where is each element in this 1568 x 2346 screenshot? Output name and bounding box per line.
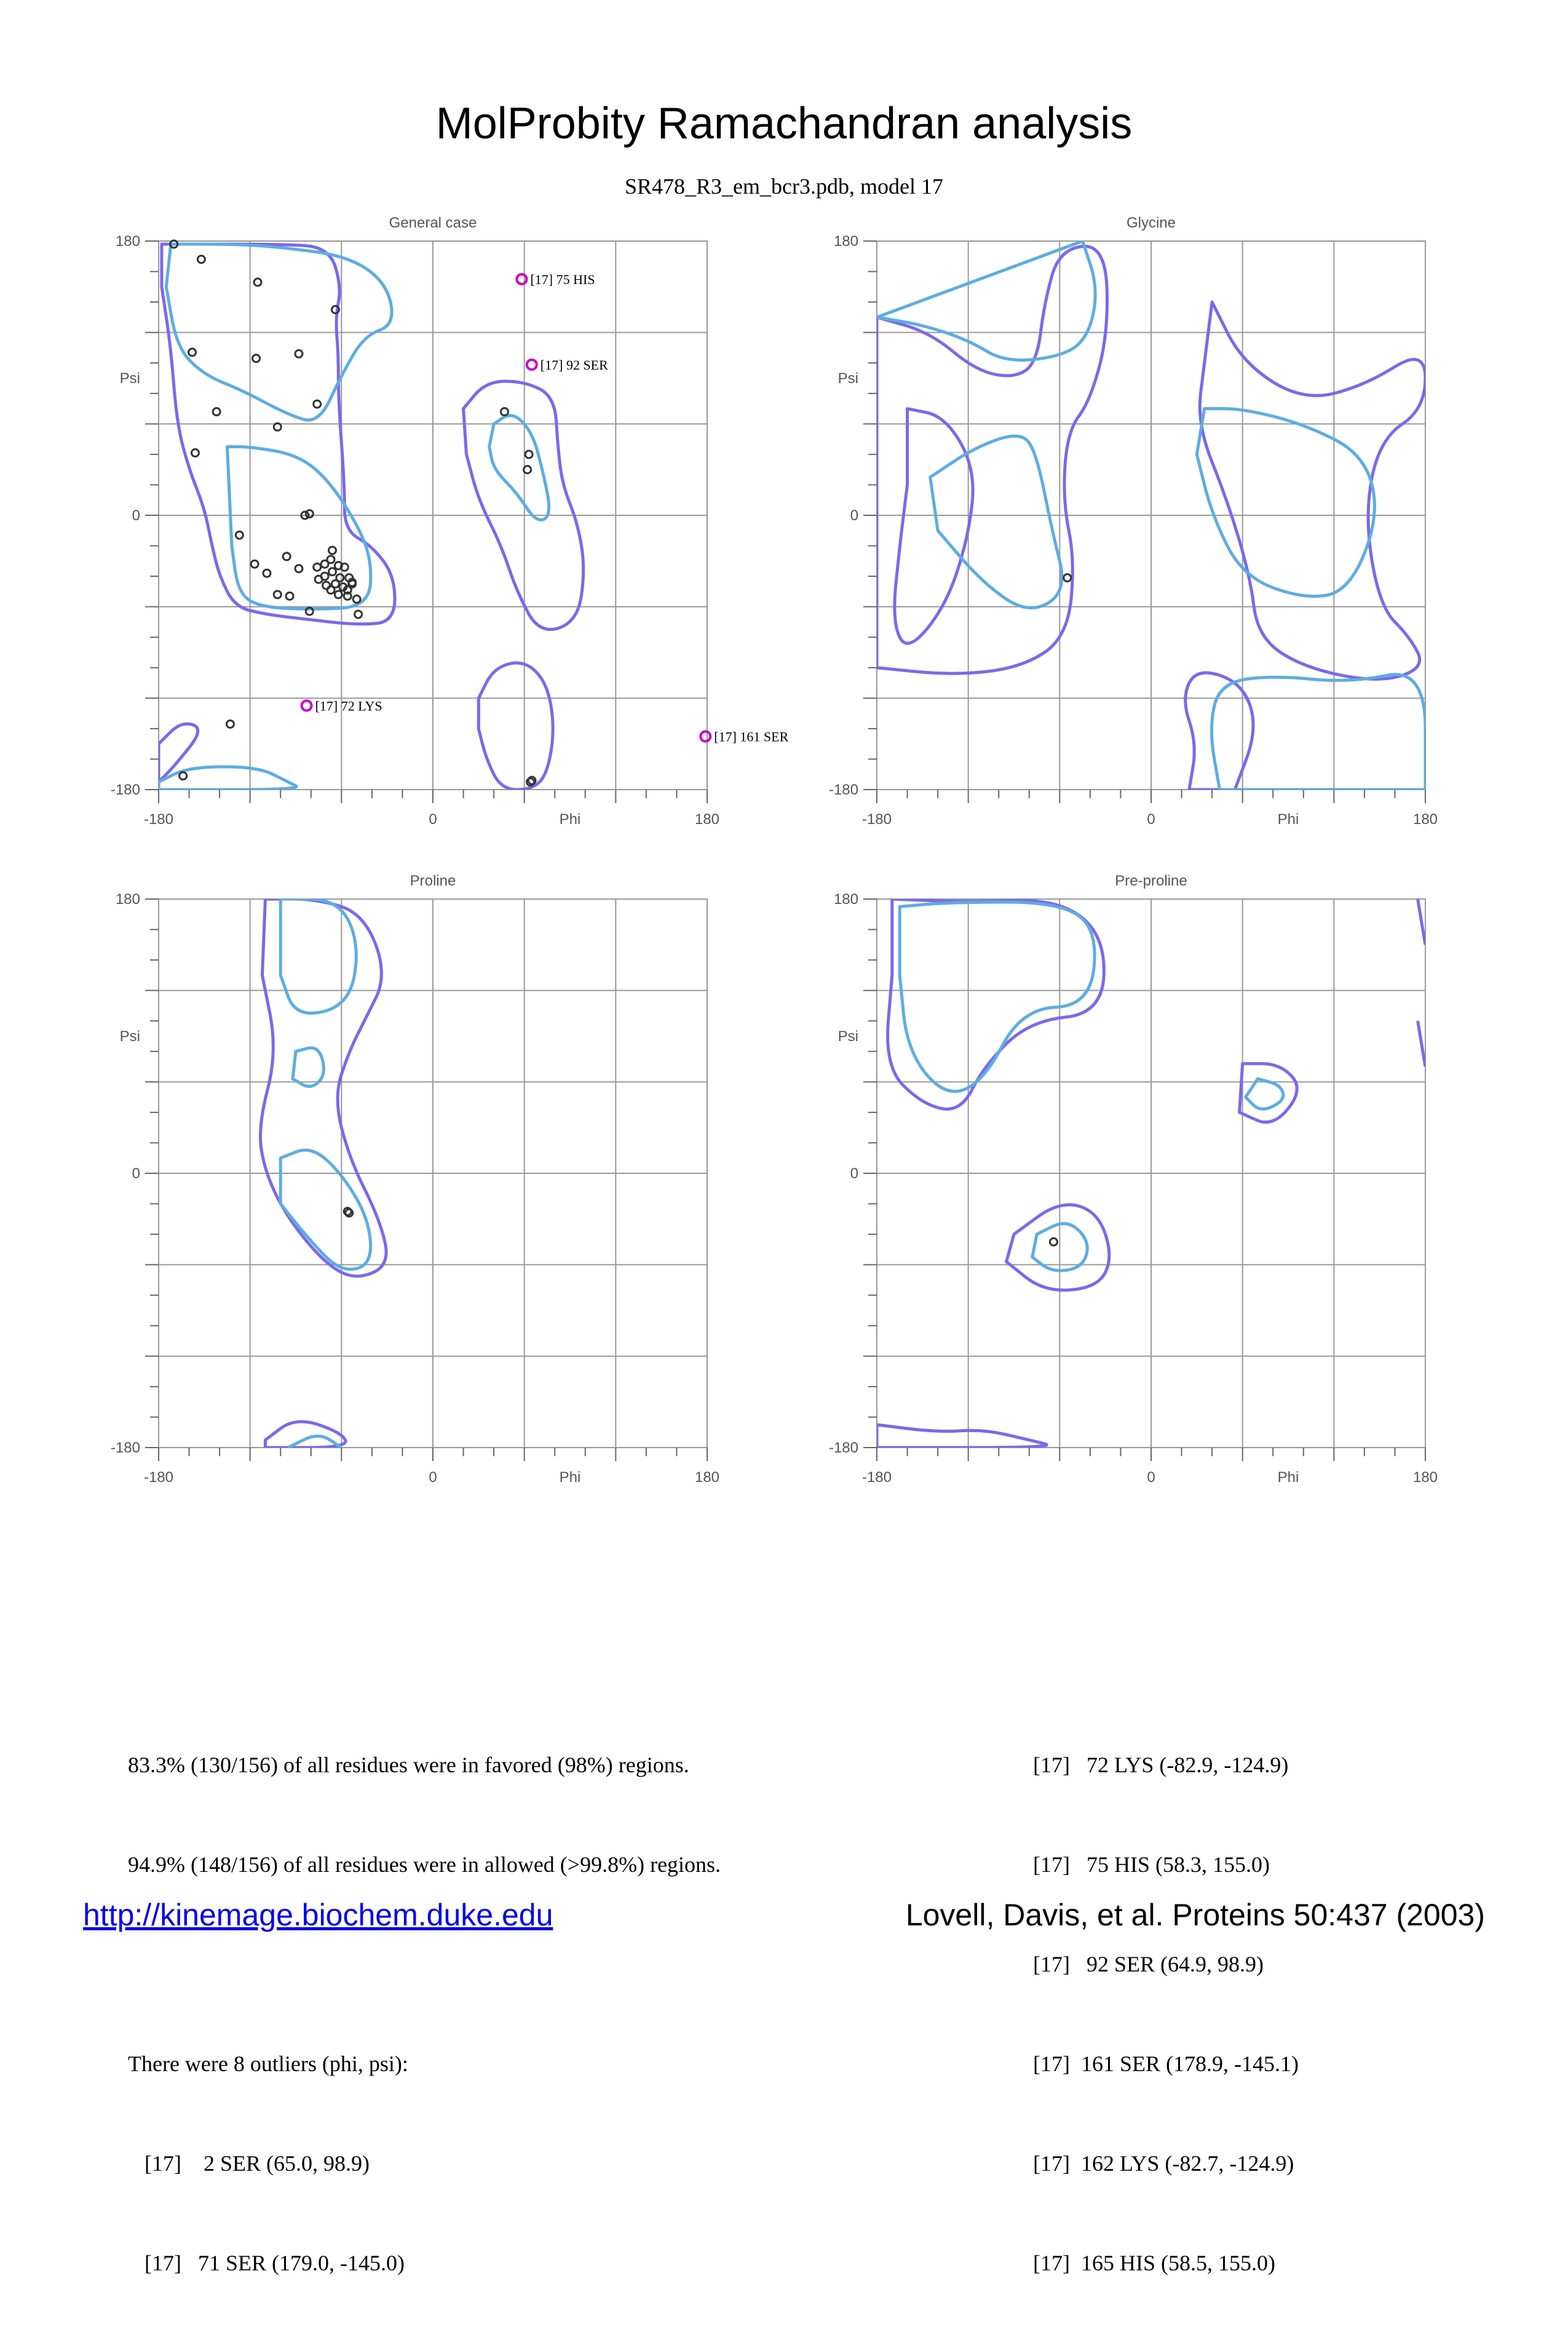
outlier-point <box>700 732 710 742</box>
data-point <box>189 349 196 356</box>
y-axis-label: Psi <box>837 1028 858 1045</box>
x-axis-label: Phi <box>559 1469 581 1486</box>
allowed-contour <box>1007 1205 1109 1290</box>
y-tick-label: 0 <box>132 507 140 524</box>
outlier-point <box>517 274 526 284</box>
y-axis-label: Psi <box>119 370 140 387</box>
outlier-item: [17] 161 SER (178.9, -145.1) <box>1033 2051 1299 2076</box>
y-tick-label: -180 <box>110 782 140 798</box>
panel-4 <box>829 873 1438 1486</box>
y-axis-label: Psi <box>119 1028 140 1045</box>
allowed-contour <box>895 409 973 644</box>
x-tick-label: -180 <box>143 811 174 828</box>
page-title: MolProbity Ramachandran analysis <box>435 99 1133 148</box>
x-tick-label: -180 <box>861 1469 892 1486</box>
data-point <box>525 451 533 458</box>
data-point <box>286 592 293 600</box>
outlier-item: [17] 72 LYS (-82.9, -124.9) <box>1033 1753 1289 1777</box>
outlier-label: [17] 92 SER <box>540 357 608 373</box>
kinemage-link[interactable]: http://kinemage.biochem.duke.edu <box>83 1898 553 1932</box>
data-point <box>253 355 260 362</box>
allowed-contour <box>1200 302 1425 679</box>
allowed-contour <box>877 246 1107 673</box>
x-tick-label: 0 <box>1147 811 1155 828</box>
data-point <box>1050 1238 1057 1246</box>
favored-contour <box>293 1048 323 1087</box>
favored-contour <box>930 436 1062 608</box>
panel-title: Glycine <box>1126 215 1176 231</box>
data-point <box>306 510 313 518</box>
page-subtitle: SR478_R3_em_bcr3.pdb, model 17 <box>625 174 943 199</box>
data-point <box>263 569 271 577</box>
outlier-point <box>527 360 537 370</box>
y-tick-label: 0 <box>850 507 858 524</box>
data-point <box>315 576 322 583</box>
summary-left <box>128 1682 721 2346</box>
x-tick-label: 0 <box>1147 1469 1155 1486</box>
outlier-item: [17] 2 SER (65.0, 98.9) <box>128 2151 370 2176</box>
x-tick-label: 0 <box>429 811 437 828</box>
y-tick-label: 0 <box>132 1165 140 1182</box>
data-point <box>328 547 336 554</box>
data-point <box>254 279 261 286</box>
data-point <box>274 591 281 598</box>
data-point <box>501 408 508 416</box>
y-tick-label: 180 <box>115 233 140 250</box>
outlier-label: [17] 161 SER <box>714 729 789 745</box>
data-point <box>314 400 321 408</box>
favored-contour <box>280 1150 370 1269</box>
y-tick-label: 180 <box>115 891 140 908</box>
data-point <box>295 350 303 357</box>
x-tick-label: -180 <box>861 811 892 828</box>
x-axis-label: Phi <box>559 811 581 828</box>
spacer <box>128 1948 721 1981</box>
panel-title: General case <box>389 215 477 231</box>
data-point <box>197 256 205 263</box>
data-point <box>180 772 187 780</box>
outlier-label: [17] 72 LYS <box>315 698 382 714</box>
data-point <box>213 408 220 416</box>
data-point <box>283 553 290 560</box>
data-point <box>236 531 243 539</box>
x-tick-label: 180 <box>694 1469 720 1486</box>
x-tick-label: -180 <box>143 1469 174 1486</box>
allowed-contour <box>162 244 395 624</box>
data-point <box>321 560 328 568</box>
outlier-point <box>302 700 312 710</box>
y-tick-label: -180 <box>110 1440 140 1456</box>
y-tick-label: 0 <box>850 1165 858 1182</box>
data-point <box>251 560 258 568</box>
outlier-item: [17] 75 HIS (58.3, 155.0) <box>1033 1852 1270 1877</box>
data-point <box>323 582 330 589</box>
data-point <box>314 563 321 571</box>
favored-contour <box>900 902 1095 1092</box>
outlier-item: [17] 71 SER (179.0, -145.0) <box>128 2251 405 2275</box>
data-point <box>355 611 362 618</box>
outlier-item: [17] 165 HIS (58.5, 155.0) <box>1033 2251 1275 2275</box>
panel-1 <box>111 215 789 828</box>
outlier-item: [17] 162 LYS (-82.7, -124.9) <box>1033 2151 1294 2176</box>
data-point <box>1064 574 1071 582</box>
favored-contour <box>1246 1079 1283 1109</box>
allowed-contour <box>877 1425 1047 1448</box>
allowed-contour <box>478 663 553 790</box>
outlier-header: There were 8 outliers (phi, psi): <box>128 2051 408 2076</box>
x-tick-label: 0 <box>429 1469 437 1486</box>
panel-title: Proline <box>410 873 456 889</box>
x-tick-label: 180 <box>694 811 720 828</box>
panel-title: Pre-proline <box>1115 873 1187 889</box>
data-point <box>191 449 199 456</box>
data-point <box>295 565 303 573</box>
x-tick-label: 180 <box>1412 811 1438 828</box>
citation: Lovell, Davis, et al. Proteins 50:437 (2003) <box>905 1898 1485 1932</box>
y-tick-label: 180 <box>833 891 858 908</box>
favored-contour <box>489 416 549 520</box>
panel-3 <box>111 873 719 1486</box>
x-tick-label: 180 <box>1412 1469 1438 1486</box>
favored-text: 83.3% (130/156) of all residues were in favored (98%) regions. <box>128 1753 689 1777</box>
y-tick-label: -180 <box>828 1440 858 1456</box>
x-axis-label: Phi <box>1277 1469 1299 1486</box>
allowed-text: 94.9% (148/156) of all residues were in allowed (>99.8%) regions. <box>128 1852 721 1877</box>
allowed-contour <box>1418 899 1425 945</box>
y-axis-label: Psi <box>837 370 858 387</box>
allowed-contour <box>1418 1021 1425 1066</box>
favored-contour <box>1197 409 1374 596</box>
outlier-item: [17] 92 SER (64.9, 98.9) <box>1033 1952 1264 1976</box>
favored-contour <box>280 899 356 1013</box>
x-axis-label: Phi <box>1277 811 1299 828</box>
y-tick-label: 180 <box>833 233 858 250</box>
data-point <box>226 720 234 727</box>
favored-contour <box>877 241 1095 360</box>
data-point <box>328 568 336 576</box>
data-point <box>353 595 360 603</box>
outlier-label: [17] 75 HIS <box>530 271 595 287</box>
panel-2 <box>829 215 1438 828</box>
summary-right <box>1033 1682 1299 2346</box>
y-tick-label: -180 <box>828 782 858 798</box>
